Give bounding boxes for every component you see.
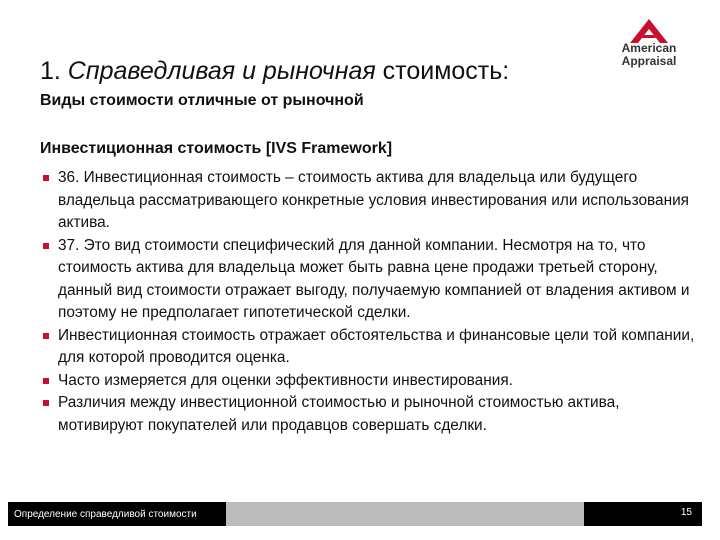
bullet-list <box>42 167 702 437</box>
list-item-text: 36. Инвестиционная стоимость – стоимость актива для владельца или будущего владельца рассматривающего конкретные условия инвестирования или использования актива. <box>58 169 690 231</box>
list-item-text: Различия между инвестиционной стоимостью и рыночной стоимостью актива, мотивируют покупателей или продавцов совершать сделки. <box>58 394 620 434</box>
title-italic-part: Справедливая и рыночная <box>67 57 376 85</box>
title-number: 1. <box>40 57 68 85</box>
page-number: 15 <box>680 507 692 518</box>
square-bullet-icon <box>43 400 49 406</box>
logo-line-2: Appraisal <box>621 54 677 68</box>
square-bullet-icon <box>43 378 49 384</box>
list-item <box>42 325 702 370</box>
slide-title <box>40 57 509 86</box>
list-item <box>42 392 702 437</box>
logo-wordmark <box>603 42 695 68</box>
footer-label: Определение справедливой стоимости <box>14 509 197 520</box>
square-bullet-icon <box>43 243 49 249</box>
list-item <box>42 370 702 393</box>
footer-right-block <box>584 502 702 526</box>
square-bullet-icon <box>43 333 49 339</box>
footer-bar <box>8 502 702 526</box>
list-item-text: 37. Это вид стоимости специфический для данной компании. Несмотря на то, что стоимость актива для владельца может быть равна цене продажи третьей сторону, данный вид стоимости отражает выгоду, получаемую компанией от владения активом и поэтому не предполагает гипотетической сделки. <box>58 236 690 321</box>
section-heading: Инвестиционная стоимость [IVS Framework] <box>40 140 393 157</box>
list-item-text: Инвестиционная стоимость отражает обстоятельства и финансовые цели той компании, для которой проводится оценка. <box>58 326 695 366</box>
title-rest: стоимость: <box>375 57 510 85</box>
footer-left-block <box>8 502 226 526</box>
list-item <box>42 167 702 235</box>
square-bullet-icon <box>43 175 49 181</box>
list-item <box>42 235 702 325</box>
american-appraisal-logo <box>603 18 695 86</box>
list-item-text: Часто измеряется для оценки эффективности инвестирования. <box>58 371 513 389</box>
slide-subtitle: Виды стоимости отличные от рыночной <box>40 92 364 109</box>
logo-line-1: American <box>621 41 677 55</box>
footer-middle-block <box>226 502 584 526</box>
